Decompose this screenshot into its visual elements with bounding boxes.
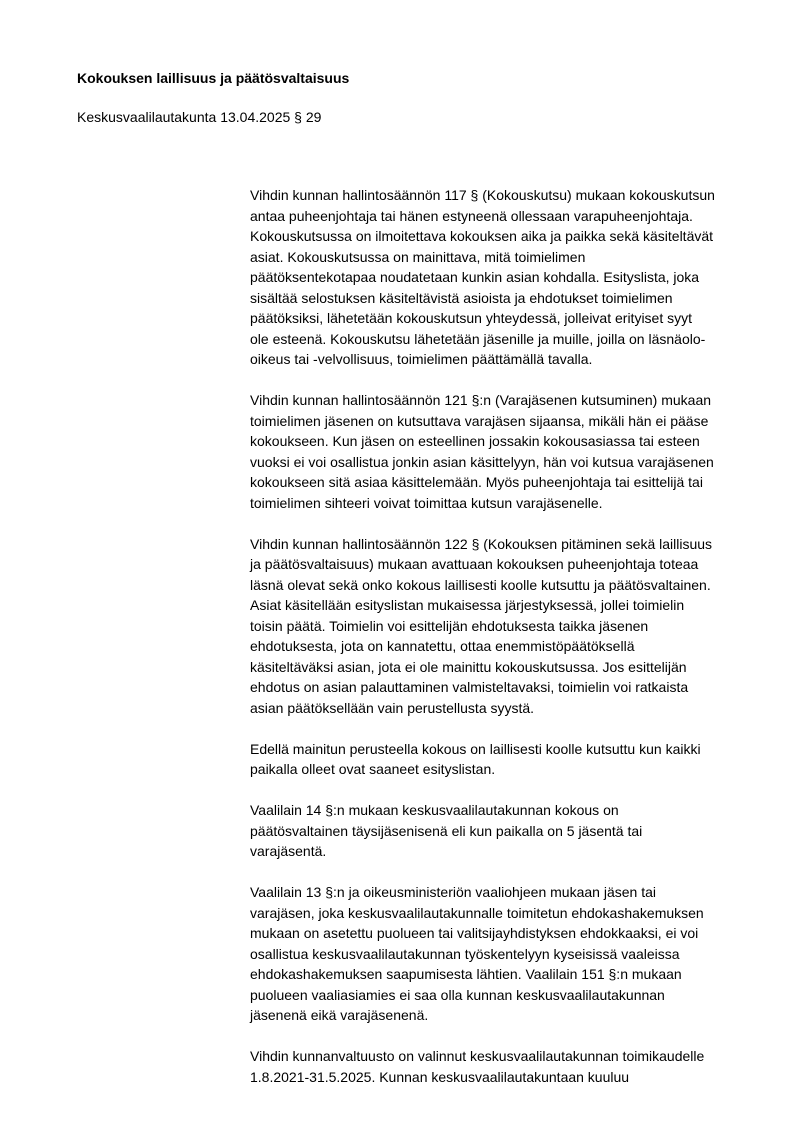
text-line: Vaalilain 14 §:n mukaan keskusvaalilautakunnan kokous on: [250, 802, 619, 818]
text-line: kokoukseen. Kun jäsen on esteellinen jossakin kokousasiassa tai esteen: [250, 433, 700, 449]
text-line: toimielimen jäsenen on kutsuttava varajäsen sijaansa, mikäli hän ei pääse: [250, 412, 709, 429]
paragraph-deputy-summons: [250, 390, 750, 513]
text-line: käsiteltäväksi asian, jota ei ole mainittu kokouskutsussa. Jos esittelijän: [250, 658, 687, 675]
text-line: asiat. Kokouskutsussa on mainittava, mitä toimielimen: [250, 248, 586, 265]
text-line: toimielimen sihteeri voivat toimittaa kutsun varajäsenelle.: [250, 494, 603, 511]
text-line: Vihdin kunnan hallintosäännön 121 §:n (Varajäsenen kutsuminen) mukaan: [250, 392, 712, 408]
paragraph-candidate-eligibility: [250, 882, 750, 1026]
text-line: Vaalilain 13 §:n ja oikeusministeriön vaaliohjeen mukaan jäsen tai: [250, 884, 656, 900]
text-line: antaa puheenjohtaja tai hänen estyneenä ollessaan varapuheenjohtaja.: [250, 207, 693, 224]
text-line: ja päätösvaltaisuus) mukaan avattuaan kokouksen puheenjohtaja toteaa: [250, 556, 699, 572]
text-line: läsnä olevat sekä onko kokous laillisesti koolle kutsuttu ja päätösvaltainen.: [250, 576, 711, 593]
meeting-reference: Keskusvaalilautakunta 13.04.2025 § 29: [77, 109, 322, 125]
text-line: Vihdin kunnan hallintosäännön 122 § (Kokouksen pitäminen sekä laillisuus: [250, 535, 713, 552]
text-line: puolueen vaaliasiamies ei saa olla kunnan keskusvaalilautakunnan: [250, 986, 665, 1003]
text-line: asian päätöksellään vain perustellusta syystä.: [250, 699, 535, 716]
text-line: Edellä mainitun perusteella kokous on laillisesti koolle kutsuttu kun kaikki: [250, 740, 701, 757]
text-line: päätöksentekotapaa noudatetaan kunkin asian kohdalla. Esityslista, joka: [250, 269, 700, 285]
text-line: Asiat käsitellään esityslistan mukaisessa järjestyksessä, jollei toimielin: [250, 597, 685, 613]
document-title: Kokouksen laillisuus ja päätösvaltaisuus: [77, 70, 350, 86]
text-line: toisin päätä. Toimielin voi esittelijän ehdotuksesta taikka jäsenen: [250, 617, 649, 634]
paragraph-conclusion: [250, 739, 750, 780]
paragraph-committee-term: [250, 1046, 750, 1087]
text-line: Vihdin kunnan hallintosäännön 117 § (Kokouskutsu) mukaan kokouskutsun: [250, 187, 715, 203]
text-line: ehdokashakemuksen saapumisesta lähtien. Vaalilain 151 §:n mukaan: [250, 966, 682, 982]
paragraph-meeting-legality: [250, 534, 750, 719]
text-line: mukaan on asetettu puolueen tai valitsijayhdistyksen ehdokkaaksi, ei voi: [250, 925, 699, 941]
text-line: paikalla olleet ovat saaneet esityslistan.: [250, 761, 496, 777]
text-line: ehdotuksesta, jota on kannatettu, ottaa enemmistöpäätöksellä: [250, 638, 635, 654]
text-line: ehdotus on asian palauttaminen valmisteltavaksi, toimielin voi ratkaista: [250, 679, 689, 695]
paragraph-quorum: [250, 800, 750, 862]
text-line: sisältää selostuksen käsiteltävistä asioista ja ehdotukset toimielimen: [250, 289, 673, 306]
text-line: vuoksi ei voi osallistua jonkin asian käsittelyyn, hän voi kutsua varajäsenen: [250, 453, 714, 470]
text-line: päätösvaltainen täysijäsenisenä eli kun paikalla on 5 jäsentä tai: [250, 822, 643, 839]
text-line: jäsenenä eikä varajäsenenä.: [250, 1007, 429, 1023]
text-line: oikeus tai -velvollisuus, toimielimen päättämällä tavalla.: [250, 351, 593, 367]
text-line: varajäsentä.: [250, 843, 327, 859]
text-line: osallistua keskusvaalilautakunnan työskentelyyn kyseisissä vaaleissa: [250, 945, 680, 962]
text-line: päätöksiksi, lähetetään kokouskutsun yhteydessä, jolleivat erityiset syyt: [250, 310, 693, 326]
document-body: [250, 185, 750, 1108]
text-line: kokoukseen sitä asiaa käsittelemään. Myös puheenjohtaja tai esittelijä tai: [250, 474, 703, 490]
text-line: 1.8.2021-31.5.2025. Kunnan keskusvaalilautakuntaan kuuluu: [250, 1068, 630, 1085]
text-line: Kokouskutsussa on ilmoitettava kokouksen aika ja paikka sekä käsiteltävät: [250, 228, 714, 244]
text-line: Vihdin kunnanvaltuusto on valinnut keskusvaalilautakunnan toimikaudelle: [250, 1048, 705, 1064]
text-line: varajäsen, joka keskusvaalilautakunnalle toimitetun ehdokashakemuksen: [250, 904, 704, 921]
text-line: ole esteenä. Kokouskutsu lähetetään jäsenille ja muille, joilla on läsnäolo-: [250, 330, 706, 347]
paragraph-meeting-invitation: [250, 185, 750, 370]
